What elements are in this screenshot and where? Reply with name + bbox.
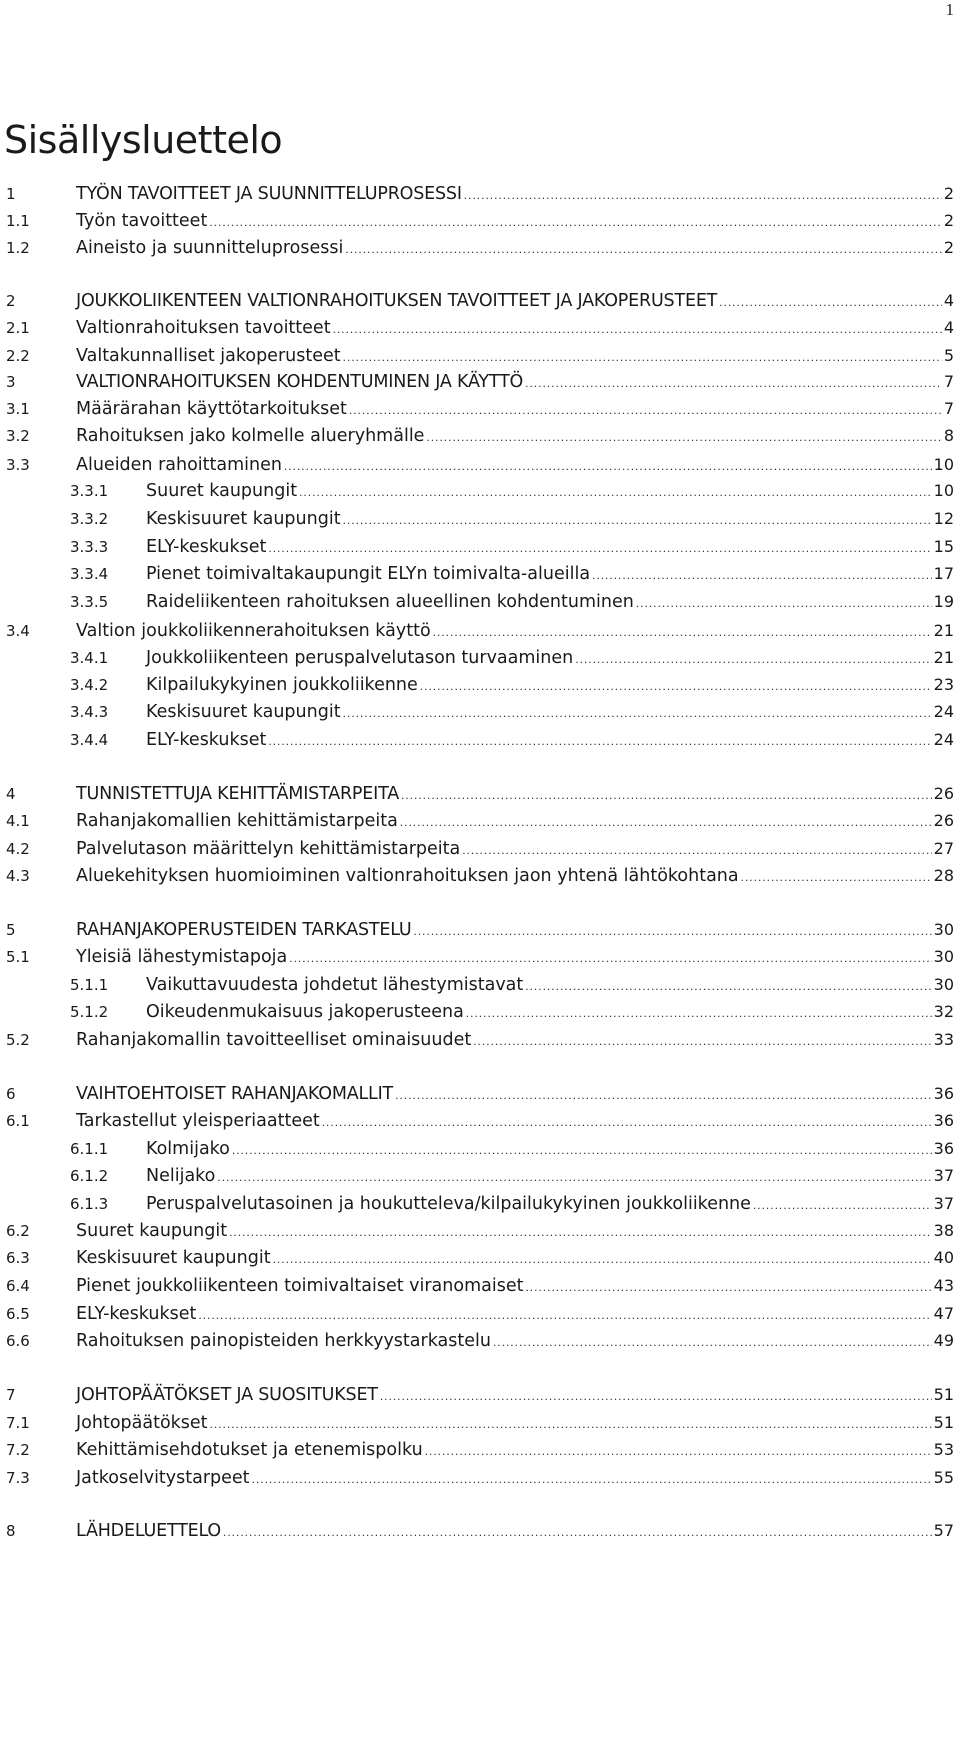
toc-entry-number: 1: [6, 185, 16, 203]
toc-entry-page: 33: [933, 1030, 954, 1049]
toc-dot-leader: [333, 316, 942, 342]
toc-entry-number: 3.3.5: [70, 593, 109, 611]
toc-entry[interactable]: [70, 672, 954, 698]
toc-entry-title: Keskisuuret kaupungit: [146, 702, 341, 722]
toc-entry[interactable]: [70, 1136, 954, 1162]
toc-entry[interactable]: [70, 506, 954, 532]
toc-entry-number: 5.2: [6, 1031, 30, 1049]
toc-entry-title: ELY-keskukset: [76, 1304, 197, 1324]
toc-entry-title: Valtionrahoituksen tavoitteet: [76, 318, 331, 338]
toc-entry-title: VALTIONRAHOITUKSEN KOHDENTUMINEN JA KÄYTTÖ: [76, 372, 524, 392]
toc-dot-leader: [349, 397, 942, 423]
toc-entry[interactable]: [6, 1518, 954, 1544]
toc-entry-number: 3.3: [6, 456, 30, 474]
toc-entry-page: 24: [933, 702, 954, 721]
toc-entry[interactable]: [70, 972, 954, 998]
toc-entry-page: 5: [943, 346, 954, 365]
toc-entry[interactable]: [6, 396, 954, 422]
toc-entry-title: Rahoituksen jako kolmelle alueryhmälle: [76, 426, 425, 446]
toc-entry-page: 7: [943, 399, 954, 418]
toc-dot-leader: [209, 209, 942, 235]
toc-dot-leader: [299, 479, 932, 505]
toc-dot-leader: [343, 344, 942, 370]
toc-entry[interactable]: [70, 478, 954, 504]
toc-entry-title: RAHANJAKOPERUSTEIDEN TARKASTELU: [76, 920, 412, 940]
toc-entry-number: 3.3.4: [70, 565, 109, 583]
toc-entry-number: 4.3: [6, 867, 30, 885]
toc-dot-leader: [322, 1109, 932, 1135]
toc-entry-title: Palvelutason määrittelyn kehittämistarpeita: [76, 839, 461, 859]
toc-entry-number: 6.5: [6, 1305, 30, 1323]
toc-entry-title: Pienet joukkoliikenteen toimivaltaiset viranomaiset: [76, 1276, 524, 1296]
toc-entry-page: 26: [933, 811, 954, 830]
toc-dot-leader: [414, 918, 932, 944]
toc-entry-number: 2.1: [6, 319, 30, 337]
toc-entry-title: Kolmijako: [146, 1139, 230, 1159]
toc-entry-number: 6.2: [6, 1222, 30, 1240]
toc-entry-number: 4.2: [6, 840, 30, 858]
toc-entry-page: 10: [933, 455, 954, 474]
toc-entry-number: 3.3.2: [70, 510, 109, 528]
toc-entry[interactable]: [6, 944, 954, 970]
toc-entry-title: Kehittämisehdotukset ja etenemispolku: [76, 1440, 423, 1460]
toc-dot-leader: [395, 1082, 932, 1108]
toc-entry-number: 5.1.2: [70, 1003, 109, 1021]
toc-entry-title: ELY-keskukset: [146, 537, 267, 557]
toc-entry[interactable]: [6, 1108, 954, 1134]
toc-entry-page: 27: [933, 839, 954, 858]
toc-dot-leader: [252, 1466, 932, 1492]
toc-entry-number: 5.1.1: [70, 976, 109, 994]
toc-entry-title: Vaikuttavuudesta johdetut lähestymistavat: [146, 975, 524, 995]
toc-dot-leader: [636, 590, 932, 616]
toc-entry-page: 7: [943, 372, 954, 391]
toc-dot-leader: [400, 809, 932, 835]
toc-dot-leader: [268, 535, 931, 561]
toc-entry-page: 4: [943, 291, 954, 310]
toc-entry-number: 6.1.2: [70, 1167, 109, 1185]
toc-entry-number: 7.2: [6, 1441, 30, 1459]
toc-dot-leader: [343, 507, 932, 533]
toc-entry-page: 30: [933, 947, 954, 966]
toc-dot-leader: [525, 1274, 931, 1300]
toc-entry-title: JOUKKOLIIKENTEEN VALTIONRAHOITUKSEN TAVOITTEET JA JAKOPERUSTEET: [76, 291, 718, 311]
toc-dot-leader: [525, 370, 942, 396]
toc-dot-leader: [464, 182, 942, 208]
toc-dot-leader: [426, 424, 941, 450]
toc-entry-title: Suuret kaupungit: [76, 1221, 228, 1241]
toc-dot-leader: [289, 945, 931, 971]
toc-entry[interactable]: [6, 1437, 954, 1463]
toc-dot-leader: [198, 1302, 931, 1328]
toc-dot-leader: [273, 1246, 932, 1272]
toc-entry-title: ELY-keskukset: [146, 730, 267, 750]
toc-entry-number: 1.2: [6, 239, 30, 257]
toc-entry-page: 30: [933, 975, 954, 994]
toc-entry[interactable]: [6, 808, 954, 834]
toc-entry[interactable]: [6, 208, 954, 234]
toc-entry-number: 7.1: [6, 1414, 30, 1432]
toc-dot-leader: [343, 700, 932, 726]
toc-entry[interactable]: [70, 699, 954, 725]
toc-entry-page: 37: [933, 1166, 954, 1185]
toc-entry-page: 28: [933, 866, 954, 885]
toc-entry-page: 51: [933, 1413, 954, 1432]
toc-entry-title: Työn tavoitteet: [76, 211, 208, 231]
toc-entry-page: 15: [933, 537, 954, 556]
toc-entry-title: JOHTOPÄÄTÖKSET JA SUOSITUKSET: [76, 1385, 378, 1405]
toc-entry-number: 6.1: [6, 1112, 30, 1130]
toc-entry-page: 30: [933, 920, 954, 939]
toc-entry[interactable]: [6, 181, 954, 207]
toc-entry-page: 36: [933, 1084, 954, 1103]
toc-entry[interactable]: [6, 1301, 954, 1327]
toc-entry-title: Pienet toimivaltakaupungit ELYn toimivalta-alueilla: [146, 564, 591, 584]
toc-entry-title: Nelijako: [146, 1166, 216, 1186]
toc-entry-title: Aluekehityksen huomioiminen valtionrahoituksen jaon yhtenä lähtökohtana: [76, 866, 739, 886]
toc-dot-leader: [425, 1438, 932, 1464]
toc-entry-page: 19: [933, 592, 954, 611]
toc-entry-page: 10: [933, 481, 954, 500]
toc-entry-page: 12: [933, 509, 954, 528]
toc-heading: Sisällysluettelo: [4, 118, 283, 162]
toc-dot-leader: [741, 864, 932, 890]
toc-entry-title: Kilpailukykyinen joukkoliikenne: [146, 675, 418, 695]
toc-entry-page: 51: [933, 1385, 954, 1404]
toc-dot-leader: [575, 646, 931, 672]
toc-entry[interactable]: [6, 423, 954, 449]
toc-entry[interactable]: [6, 1273, 954, 1299]
toc-entry[interactable]: [6, 781, 954, 807]
toc-entry-title: Tarkastellut yleisperiaatteet: [76, 1111, 320, 1131]
toc-dot-leader: [217, 1164, 931, 1190]
toc-dot-leader: [719, 289, 942, 315]
toc-entry[interactable]: [6, 315, 954, 341]
toc-entry-page: 37: [933, 1194, 954, 1213]
toc-entry-page: 38: [933, 1221, 954, 1240]
toc-entry-number: 4.1: [6, 812, 30, 830]
toc-entry-page: 36: [933, 1139, 954, 1158]
toc-entry-page: 23: [933, 675, 954, 694]
toc-entry[interactable]: [6, 288, 954, 314]
toc-entry[interactable]: [70, 589, 954, 615]
toc-entry-title: LÄHDELUETTELO: [76, 1521, 221, 1541]
toc-entry[interactable]: [6, 343, 954, 369]
toc-dot-leader: [473, 1028, 931, 1054]
toc-entry-title: Suuret kaupungit: [146, 481, 298, 501]
toc-entry-number: 6.1.1: [70, 1140, 109, 1158]
toc-entry-number: 2.2: [6, 347, 30, 365]
toc-entry-page: 21: [933, 648, 954, 667]
toc-entry[interactable]: [70, 1163, 954, 1189]
toc-dot-leader: [223, 1519, 932, 1545]
toc-entry[interactable]: [6, 1328, 954, 1354]
toc-entry-page: 26: [933, 784, 954, 803]
toc-entry-title: Rahoituksen painopisteiden herkkyystarkastelu: [76, 1331, 491, 1351]
toc-dot-leader: [401, 782, 932, 808]
toc-entry-number: 3.2: [6, 427, 30, 445]
toc-entry-number: 3.4.4: [70, 731, 109, 749]
toc-dot-leader: [229, 1219, 932, 1245]
toc-entry-page: 4: [943, 318, 954, 337]
toc-dot-leader: [380, 1383, 932, 1409]
toc-entry-number: 3.3.1: [70, 482, 109, 500]
toc-entry[interactable]: [6, 836, 954, 862]
toc-entry[interactable]: [70, 999, 954, 1025]
toc-dot-leader: [210, 1411, 932, 1437]
toc-entry-page: 47: [933, 1304, 954, 1323]
toc-entry-page: 2: [943, 211, 954, 230]
toc-dot-leader: [433, 619, 932, 645]
toc-entry-title: Keskisuuret kaupungit: [146, 509, 341, 529]
toc-entry-number: 7.3: [6, 1469, 30, 1487]
toc-entry[interactable]: [70, 727, 954, 753]
toc-entry-page: 40: [933, 1248, 954, 1267]
toc-entry-title: Peruspalvelutasoinen ja houkutteleva/kilpailukykyinen joukkoliikenne: [146, 1194, 751, 1214]
toc-entry-number: 3.4.1: [70, 649, 109, 667]
toc-entry-number: 3: [6, 373, 16, 391]
toc-dot-leader: [345, 236, 941, 262]
toc-entry-title: Määrärahan käyttötarkoitukset: [76, 399, 347, 419]
toc-entry-number: 8: [6, 1522, 16, 1540]
toc-entry-page: 36: [933, 1111, 954, 1130]
toc-entry-number: 4: [6, 785, 16, 803]
toc-entry[interactable]: [6, 235, 954, 261]
toc-entry-page: 17: [933, 564, 954, 583]
toc-entry-number: 3.4: [6, 622, 30, 640]
toc-entry-title: VAIHTOEHTOISET RAHANJAKOMALLIT: [76, 1084, 394, 1104]
toc-entry-title: Valtion joukkoliikennerahoituksen käyttö: [76, 621, 431, 641]
toc-entry-page: 55: [933, 1468, 954, 1487]
toc-entry-title: Rahanjakomallien kehittämistarpeita: [76, 811, 398, 831]
toc-entry-number: 3.3.3: [70, 538, 109, 556]
toc-entry-number: 5: [6, 921, 16, 939]
toc-dot-leader: [462, 837, 931, 863]
toc-entry-page: 21: [933, 621, 954, 640]
toc-entry[interactable]: [6, 452, 954, 478]
toc-dot-leader: [592, 562, 932, 588]
toc-entry-number: 3.1: [6, 400, 30, 418]
toc-entry[interactable]: [6, 1081, 954, 1107]
toc-entry-page: 32: [933, 1002, 954, 1021]
toc-entry-number: 7: [6, 1386, 16, 1404]
toc-entry-number: 3.4.3: [70, 703, 109, 721]
toc-entry-title: Oikeudenmukaisuus jakoperusteena: [146, 1002, 464, 1022]
toc-entry[interactable]: [6, 1245, 954, 1271]
toc-entry-title: Keskisuuret kaupungit: [76, 1248, 271, 1268]
toc-entry[interactable]: [70, 1191, 954, 1217]
toc-entry-title: Raideliikenteen rahoituksen alueellinen kohdentuminen: [146, 592, 634, 612]
toc-entry[interactable]: [6, 863, 954, 889]
toc-entry-number: 6: [6, 1085, 16, 1103]
page-number: 1: [945, 0, 954, 19]
toc-entry[interactable]: [70, 645, 954, 671]
toc-dot-leader: [525, 973, 931, 999]
toc-entry-number: 1.1: [6, 212, 30, 230]
toc-dot-leader: [284, 453, 932, 479]
toc-dot-leader: [420, 673, 932, 699]
toc-entry[interactable]: [6, 1410, 954, 1436]
toc-entry-title: Yleisiä lähestymistapoja: [76, 947, 288, 967]
toc-entry[interactable]: [6, 369, 954, 395]
toc-dot-leader: [753, 1192, 932, 1218]
toc-entry[interactable]: [70, 561, 954, 587]
toc-entry-title: TYÖN TAVOITTEET JA SUUNNITTELUPROSESSI: [76, 184, 462, 204]
toc-dot-leader: [232, 1137, 932, 1163]
toc-entry[interactable]: [6, 618, 954, 644]
toc-entry-number: 6.6: [6, 1332, 30, 1350]
toc-entry-page: 8: [943, 426, 954, 445]
toc-entry-title: TUNNISTETTUJA KEHITTÄMISTARPEITA: [76, 784, 400, 804]
toc-entry-page: 24: [933, 730, 954, 749]
toc-entry-title: Jatkoselvitystarpeet: [76, 1468, 250, 1488]
toc-entry-number: 5.1: [6, 948, 30, 966]
toc-entry[interactable]: [6, 1218, 954, 1244]
toc-entry[interactable]: [6, 917, 954, 943]
toc-entry[interactable]: [6, 1027, 954, 1053]
toc-entry-number: 3.4.2: [70, 676, 109, 694]
toc-entry[interactable]: [6, 1465, 954, 1491]
toc-entry-number: 6.3: [6, 1249, 30, 1267]
toc-entry-title: Joukkoliikenteen peruspalvelutason turvaaminen: [146, 648, 574, 668]
toc-entry-page: 57: [933, 1521, 954, 1540]
toc-entry-number: 6.4: [6, 1277, 30, 1295]
toc-entry-title: Aineisto ja suunnitteluprosessi: [76, 238, 344, 258]
toc-entry-page: 2: [943, 184, 954, 203]
toc-dot-leader: [493, 1329, 932, 1355]
toc-entry-number: 6.1.3: [70, 1195, 109, 1213]
toc-dot-leader: [268, 728, 931, 754]
toc-entry[interactable]: [6, 1382, 954, 1408]
toc-entry-number: 2: [6, 292, 16, 310]
toc-dot-leader: [466, 1000, 932, 1026]
toc-entry-title: Rahanjakomallin tavoitteelliset ominaisuudet: [76, 1030, 472, 1050]
toc-entry-page: 49: [933, 1331, 954, 1350]
toc-entry-page: 43: [933, 1276, 954, 1295]
toc-entry-page: 53: [933, 1440, 954, 1459]
toc-entry[interactable]: [70, 534, 954, 560]
toc-entry-title: Alueiden rahoittaminen: [76, 455, 282, 475]
toc-entry-title: Valtakunnalliset jakoperusteet: [76, 346, 341, 366]
toc-entry-title: Johtopäätökset: [76, 1413, 208, 1433]
toc-entry-page: 2: [943, 238, 954, 257]
